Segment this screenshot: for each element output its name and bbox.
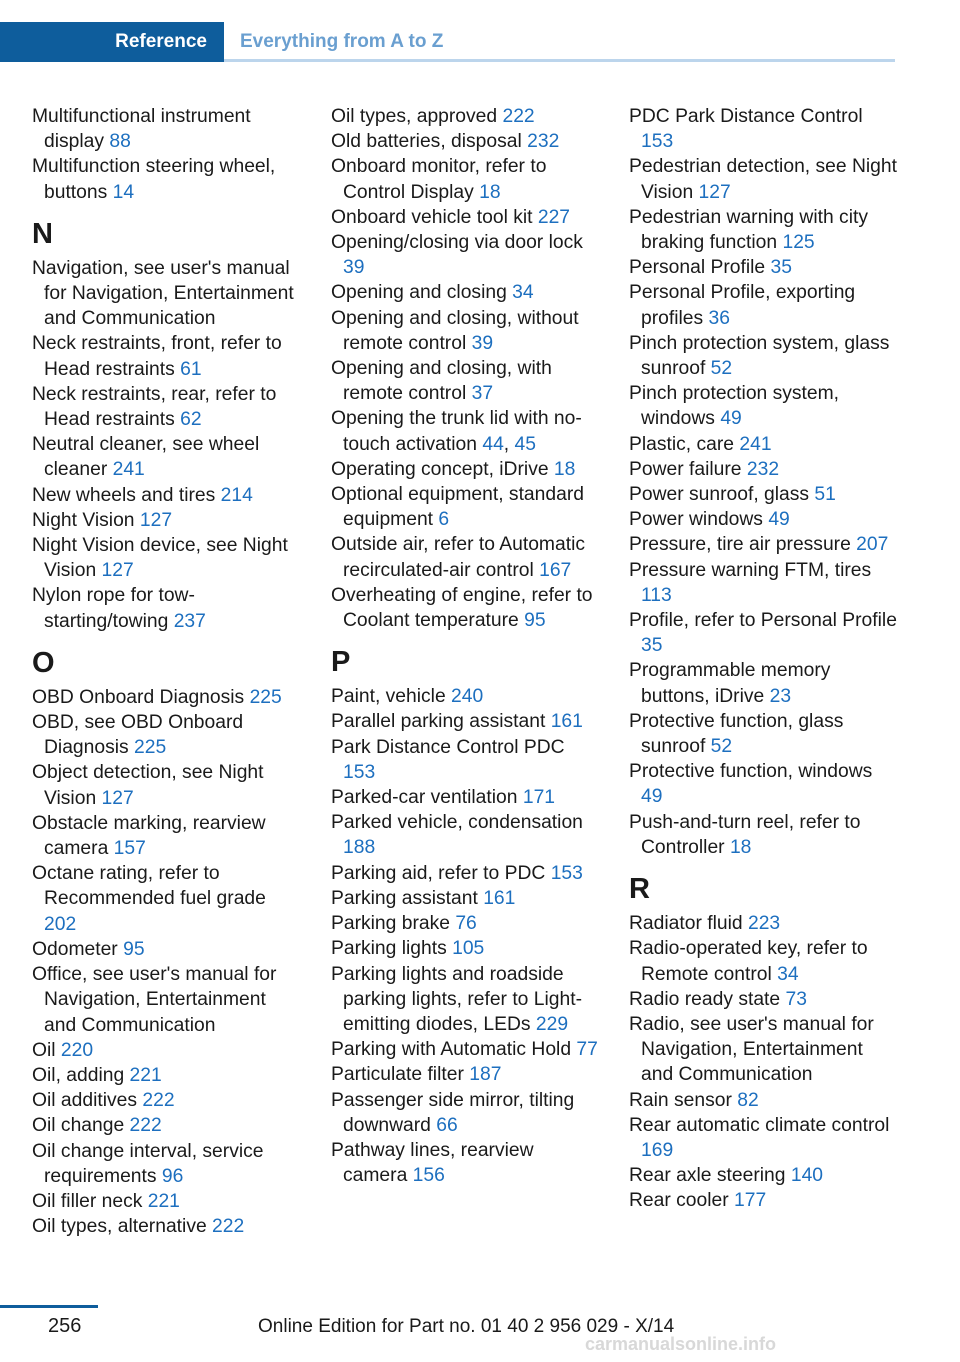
page-reference-link[interactable]: 153 [550,862,583,884]
index-entry [32,432,302,482]
page-reference-link[interactable]: 52 [710,358,733,380]
index-entry-text: Parking brake [331,913,456,935]
page-reference-link[interactable]: 62 [180,409,202,431]
page-reference-link[interactable]: 222 [129,1115,162,1137]
page-reference-link[interactable]: 39 [471,332,494,354]
index-entry [32,1189,302,1214]
page-reference-link[interactable]: 222 [502,106,535,127]
index-entry [32,508,302,533]
edition-footer: Online Edition for Part no. 01 40 2 956 029 - X/14 [258,1316,675,1337]
index-entry-text: Park Distance Control PDC [331,736,565,758]
page-reference-link[interactable]: 73 [785,988,807,1010]
index-entry-text: Radio-operated key, refer to Remote control [629,938,868,985]
index-entry [32,760,302,810]
page-reference-link[interactable]: 52 [710,736,733,758]
page-reference-link[interactable]: 161 [550,711,583,733]
page-reference-link[interactable]: 171 [522,787,556,809]
index-entry-text: Operating concept, iDrive [331,458,554,480]
page-reference-link[interactable]: 51 [814,484,836,506]
page-reference-link[interactable]: 35 [641,635,663,657]
index-entry [32,1063,302,1088]
index-entry-text: Opening the trunk lid with no-touch activation [331,408,582,455]
index-entry-text: Pinch protection system, windows [629,383,840,430]
page-reference-link[interactable]: 223 [747,913,781,935]
index-entry-text: Pinch protection system, glass sunroof [629,332,890,380]
index-entry [629,1188,899,1213]
page-reference-link[interactable]: 222 [142,1090,175,1112]
index-entry-text: Power failure [629,458,747,480]
index-entry-text: Navigation, see user's manual for Navigation, Entertainment and Communication [32,257,294,330]
index-entry [32,962,302,1038]
index-column-2 [331,104,601,1188]
index-entry [331,810,601,860]
index-entry-text: Parked-car ventilation [331,787,523,809]
index-entry [629,1088,899,1113]
page-reference-link[interactable]: 44 [482,433,504,455]
index-entry [331,104,601,129]
index-entry-text: Opening and closing, without remote control [331,307,579,354]
index-entry-text: Odometer [32,938,124,960]
index-entry-text: Parking lights and roadside parking lights, refer to Light-emitting diodes, LEDs [331,963,582,1035]
page-reference-link[interactable]: 39 [343,257,365,279]
page-reference-link[interactable]: 76 [455,913,477,935]
page-reference-link[interactable]: 156 [412,1165,445,1187]
index-entry [32,1088,302,1113]
index-letter-heading: R [629,873,650,906]
index-entry [331,785,601,810]
index-entry [32,533,302,583]
page-reference-link[interactable]: 240 [451,686,484,708]
page-reference-link[interactable]: 49 [641,786,663,808]
index-entry-text: Personal Profile [629,257,771,279]
index-entry [629,810,899,860]
page-reference-link[interactable]: 95 [123,938,145,960]
index-entry-text: Obstacle marking, rearview camera [32,812,266,860]
page-reference-link[interactable]: 225 [134,737,167,759]
index-entry [32,937,302,962]
index-entry [32,1214,302,1239]
page-reference-link[interactable]: 140 [790,1165,824,1187]
index-entry-text: Oil additives [32,1090,143,1112]
page-reference-link[interactable]: 14 [112,181,135,203]
index-entry-text: Rear automatic climate control [629,1114,890,1136]
page-reference-link[interactable]: 225 [249,686,282,708]
index-entry [629,558,899,608]
page-reference-link[interactable]: 202 [44,913,77,935]
index-entry-text: Opening and closing [331,282,513,304]
page-number: 256 [48,1315,82,1337]
index-entry [629,1163,899,1188]
index-entry-text: Oil types, approved [331,106,503,127]
header-rule [224,59,895,62]
page-reference-link[interactable]: 88 [109,131,131,153]
index-entry-text: Power sunroof, glass [629,484,815,506]
index-entry [32,483,302,508]
index-entry [32,583,302,633]
index-entry-text: Neutral cleaner, see wheel cleaner [32,434,260,481]
index-entry [331,532,601,582]
page-reference-link[interactable]: 153 [343,761,376,783]
page-reference-link[interactable]: 127 [101,560,134,582]
page-reference-link[interactable]: 35 [770,257,792,279]
index-entry-text: Multifunctional instrument display [32,106,251,153]
index-entry-text: Parking lights [331,938,453,960]
index-entry-text: Rear cooler [629,1190,735,1212]
index-entry [32,811,302,861]
page-reference-link[interactable]: 36 [708,307,730,329]
index-column-1 [32,104,302,1239]
page-reference-link[interactable]: 18 [729,836,752,858]
index-entry [32,1113,302,1138]
page-reference-link[interactable]: 161 [483,887,516,909]
page-reference-link[interactable]: 187 [469,1064,502,1086]
index-entry-text: New wheels and tires [32,484,221,506]
index-entry-text: Oil filler neck [32,1190,148,1212]
page-reference-link[interactable]: 177 [734,1190,767,1212]
page-reference-link[interactable]: 125 [782,232,815,254]
index-entry-text: Object detection, see Night Vision [32,762,264,809]
index-entry-text: Paint, vehicle [331,686,452,708]
page-reference-link[interactable]: 127 [101,787,134,809]
index-entry [32,710,302,760]
index-entry [331,583,601,633]
index-entry-text: Optional equipment, standard equipment [331,484,584,531]
index-entry-text: Protective function, glass sunroof [629,710,844,758]
page-reference-link[interactable]: 6 [438,509,450,531]
index-entry-text: PDC Park Distance Control [629,106,863,127]
index-entry-text: Nylon rope for tow-starting/towing [32,585,195,632]
index-entry [331,684,601,709]
index-entry-text: Neck restraints, rear, refer to Head restraints [32,383,277,431]
page-reference-link[interactable]: 105 [452,938,485,960]
index-entry [629,911,899,936]
index-entry [331,406,601,456]
index-entry [32,154,302,204]
page-reference-link[interactable]: 23 [769,685,792,707]
index-entry-text: Multifunction steering wheel, buttons [32,156,276,203]
index-entry [629,1113,899,1163]
index-entry-text: Office, see user's manual for Navigation, Entertainment and Communication [32,964,277,1036]
page-number-rule [0,1305,98,1308]
index-entry-text: Oil change interval, service requirements [32,1140,264,1187]
page-reference-link[interactable]: 95 [524,610,546,632]
index-entry [331,280,601,305]
index-entry [629,255,899,280]
page-reference-link[interactable]: 45 [514,433,536,455]
page-reference-link[interactable]: 34 [777,963,799,985]
page-reference-link[interactable]: 221 [129,1064,162,1086]
index-entry [331,962,601,1038]
index-entry [331,230,601,280]
index-entry-text: Overheating of engine, refer to Coolant temperature [331,584,593,632]
index-entry-text: Push-and-turn reel, refer to Controller [629,811,861,858]
index-entry-text: Oil [32,1039,61,1061]
page-reference-link[interactable]: 222 [212,1216,245,1238]
index-entry-text: Parked vehicle, condensation [331,812,583,834]
index-entry-text: Parking with Automatic Hold [331,1039,577,1061]
index-entry-text: Night Vision device, see Night Vision [32,535,288,582]
index-entry [32,1139,302,1189]
index-entry [331,861,601,886]
page-reference-link[interactable]: 167 [539,559,572,581]
index-entry [629,936,899,986]
index-column-3 [629,104,899,1214]
page-reference-link[interactable]: 49 [768,509,790,531]
page-header [0,22,895,62]
index-entry-text: Onboard vehicle tool kit [331,206,538,228]
index-entry [629,205,899,255]
index-entry-text: Opening/closing via door lock [331,232,583,254]
index-entry [331,1062,601,1087]
index-entry [32,685,302,710]
index-entry-text: Onboard monitor, refer to Control Display [331,156,547,203]
index-entry-text: Profile, refer to Personal Profile [629,610,897,632]
page-reference-link[interactable]: 220 [60,1039,94,1061]
index-entry [629,658,899,708]
index-entry [629,381,899,431]
index-entry-text: Programmable memory buttons, iDrive [629,660,831,707]
page-reference-link[interactable]: 188 [343,837,376,859]
page-reference-link[interactable]: 207 [856,534,889,556]
page-reference-link[interactable]: 237 [173,610,206,632]
index-entry [629,987,899,1012]
index-entry-text: Personal Profile, exporting profiles [629,282,856,329]
index-entry [331,457,601,482]
index-entry-text: Pathway lines, rearview camera [331,1139,534,1187]
index-entry [629,331,899,381]
page-reference-link[interactable]: 241 [112,459,145,481]
page-reference-link[interactable]: 37 [471,383,494,405]
index-entry-text: Night Vision [32,509,140,531]
index-entry-text: Oil, adding [32,1064,130,1086]
index-entry [629,759,899,809]
index-entry-text: Power windows [629,509,769,531]
index-entry-text: Plastic, care [629,433,740,455]
index-entry [32,861,302,937]
index-entry-text: Radiator fluid [629,913,748,935]
index-entry [331,306,601,356]
index-entry-text: Pressure warning FTM, tires [629,559,872,581]
page-separator: , [503,433,515,455]
page-reference-link[interactable]: 113 [641,584,672,606]
index-letter-heading: P [331,646,351,679]
page-reference-link[interactable]: 227 [537,206,571,228]
index-entry-text: Neck restraints, front, refer to Head restraints [32,333,282,380]
index-entry [629,104,899,154]
page-reference-link[interactable]: 229 [535,1013,569,1035]
index-entry [629,432,899,457]
chapter-title: Everything from A to Z [240,31,444,52]
page-reference-link[interactable]: 127 [698,181,731,203]
page-reference-link[interactable]: 18 [479,181,501,203]
page-reference-link[interactable]: 153 [641,131,674,153]
index-entry [32,104,302,154]
section-title: Reference [115,31,207,52]
index-entry-text: Passenger side mirror, tilting downward [331,1089,575,1136]
index-entry-text: Parallel parking assistant [331,711,551,733]
index-entry-text: Pedestrian warning with city braking function [629,206,868,254]
index-entry-text: Pedestrian detection, see Night Vision [629,156,897,203]
index-entry-text: OBD Onboard Diagnosis [32,686,250,708]
index-entry [331,936,601,961]
index-entry-text: Octane rating, refer to Recommended fuel grade [32,863,266,910]
index-entry [629,280,899,330]
index-entry [629,154,899,204]
index-entry-text: Parking aid, refer to PDC [331,862,551,884]
page-reference-link[interactable]: 61 [180,358,202,380]
index-entry [331,482,601,532]
index-entry-text: Outside air, refer to Automatic recirculated-air control [331,534,585,581]
index-entry [629,1012,899,1088]
page-reference-link[interactable]: 157 [113,838,146,860]
page-reference-link[interactable]: 169 [641,1139,674,1161]
page-reference-link[interactable]: 241 [739,433,772,455]
index-entry [331,205,601,230]
page-reference-link[interactable]: 77 [576,1039,598,1061]
index-entry [629,608,899,658]
index-entry-text: OBD, see OBD Onboard Diagnosis [32,712,244,759]
index-entry-text: Oil change [32,1115,130,1137]
index-entry [32,256,302,332]
index-entry [629,709,899,759]
index-entry [331,356,601,406]
index-entry-text: Particulate filter [331,1064,470,1086]
watermark: carmanualsonline.info [585,1334,777,1354]
index-entry [331,129,601,154]
index-entry-text: Protective function, windows [629,761,873,783]
index-entry-text: Parking assistant [331,887,484,909]
page-reference-link[interactable]: 18 [553,458,576,480]
index-entry [331,1037,601,1062]
index-entry [629,482,899,507]
index-letter-heading: O [32,646,55,679]
page-reference-link[interactable]: 232 [527,131,560,153]
page-reference-link[interactable]: 82 [737,1089,759,1111]
index-entry-text: Radio, see user's manual for Navigation, Entertainment and Communication [629,1013,874,1086]
page-reference-link[interactable]: 232 [746,458,780,480]
index-entry [629,507,899,532]
index-entry [331,1088,601,1138]
index-entry [331,911,601,936]
page-reference-link[interactable]: 127 [139,509,173,531]
index-entry [629,457,899,482]
index-entry [32,331,302,381]
index-entry [629,532,899,557]
index-entry [331,1138,601,1188]
index-entry [331,735,601,785]
index-entry-text: Rear axle steering [629,1165,791,1187]
index-entry [331,886,601,911]
index-entry [32,1038,302,1063]
index-entry-text: Old batteries, disposal [331,131,528,153]
index-entry-text: Rain sensor [629,1089,738,1111]
index-entry [331,709,601,734]
index-entry-text: Pressure, tire air pressure [629,534,857,556]
index-entry-text: Radio ready state [629,988,786,1010]
page-reference-link[interactable]: 214 [220,484,253,506]
index-letter-heading: N [32,217,53,250]
index-entry [331,154,601,204]
page-reference-link[interactable]: 66 [436,1114,458,1136]
index-entry-text: Opening and closing, with remote control [331,358,552,405]
page-reference-link[interactable]: 49 [720,408,742,430]
page-reference-link[interactable]: 96 [161,1165,184,1187]
page-reference-link[interactable]: 34 [512,282,534,304]
index-entry [32,382,302,432]
index-entry-text: Oil types, alternative [32,1216,213,1238]
page-reference-link[interactable]: 221 [147,1190,180,1212]
